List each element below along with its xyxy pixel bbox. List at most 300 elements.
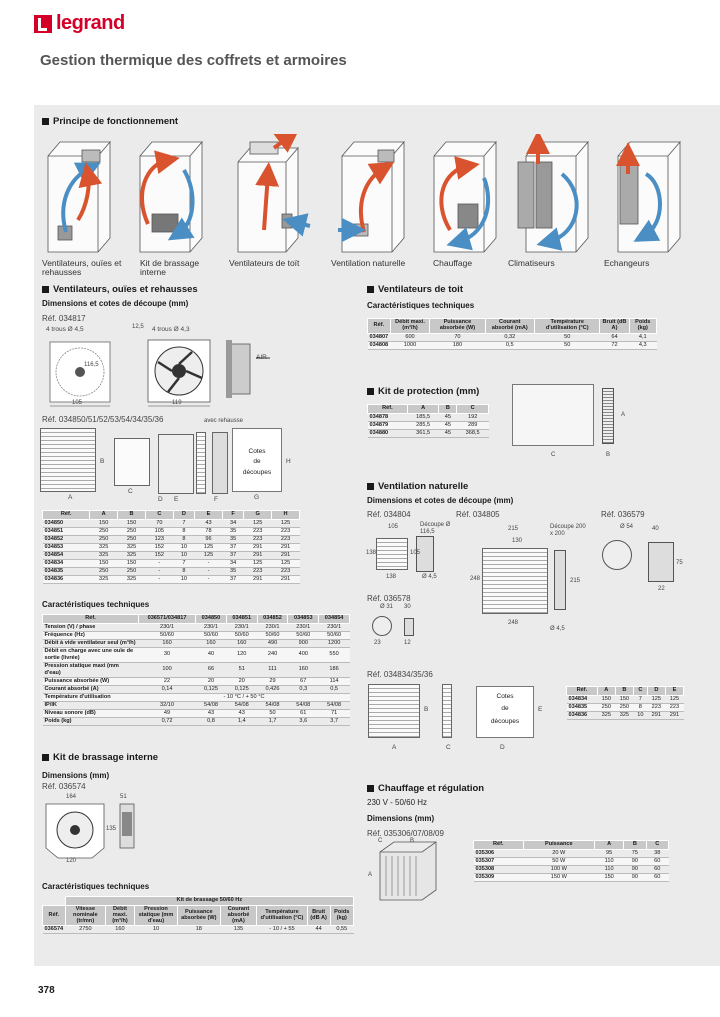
table-cell: - — [195, 559, 223, 567]
section-title: Principe de fonctionnement — [53, 116, 179, 127]
dim-C: C — [128, 488, 133, 495]
fan-drawing — [40, 322, 280, 410]
table-cell: 285,5 — [407, 421, 439, 429]
table-cell: 125 — [244, 519, 272, 527]
table-row — [43, 535, 300, 543]
cotes-label: Cotes — [248, 448, 266, 455]
table-cell: 51 — [226, 662, 257, 677]
table-row — [43, 677, 350, 685]
dim-B: B — [606, 452, 611, 458]
table-cell: IP/IK — [43, 701, 139, 709]
col-header: Réf. — [474, 841, 524, 850]
fig-protection — [506, 382, 636, 464]
table-cell: 50 — [535, 333, 600, 341]
table-cell: 10 — [173, 543, 194, 551]
dim-248b: 248 — [508, 620, 519, 626]
dim-A: A — [368, 872, 373, 878]
rehausse-label: avec rehausse — [204, 418, 244, 424]
bullet-icon — [42, 286, 49, 293]
section-protection — [367, 386, 479, 397]
table-cell: 123 — [145, 535, 173, 543]
dim-135: 135 — [106, 826, 117, 832]
table-cell: 223 — [272, 567, 300, 575]
table-cell: 37 — [222, 575, 243, 583]
table-cell: - — [145, 575, 173, 583]
table-cell: 50/60 — [226, 631, 257, 639]
cut-out-box-2 — [476, 686, 534, 738]
table-cell: 230/1 — [226, 623, 257, 631]
table-header-row — [567, 687, 684, 696]
table-cell: 4,1 — [629, 333, 656, 341]
ref-035306: Réf. 035306/07/08/09 — [367, 829, 444, 838]
ref-034817: Réf. 034817 — [42, 314, 86, 323]
table-cell: 0,426 — [257, 685, 288, 693]
table-cell: 325 — [90, 575, 118, 583]
bullet-icon — [367, 388, 374, 395]
table-cell: 230/1 — [139, 623, 196, 631]
table-cell: 325 — [615, 711, 633, 719]
table-cell: 291 — [665, 711, 683, 719]
table-cell: 35 — [222, 567, 243, 575]
section-title: Chauffage et régulation — [378, 783, 485, 794]
table-cell: 90 — [624, 865, 646, 873]
fan-side-drawing — [114, 438, 150, 486]
carac-table-body — [43, 623, 350, 725]
table-cell: 54/08 — [226, 701, 257, 709]
table-cell: 38 — [646, 849, 668, 857]
col-header: A — [597, 687, 615, 696]
col-header: Puissance absorbée (W) — [430, 319, 485, 334]
table-cell: 60 — [646, 873, 668, 881]
table-cell: - — [145, 567, 173, 575]
table-cell: 160 — [196, 639, 227, 647]
kit-subtitle: Dimensions (mm) — [42, 771, 110, 780]
table-row — [43, 551, 300, 559]
decoupes-label: découpes — [490, 717, 520, 725]
table-cell: 34 — [222, 559, 243, 567]
air-label: AIR — [256, 354, 267, 361]
table-row — [368, 341, 657, 349]
caption-kit-brassage: Kit de brassage interne — [140, 258, 200, 278]
table-cell: 95 — [595, 849, 624, 857]
table-cell: 250 — [90, 527, 118, 535]
ref-034804: Réf. 034804 — [367, 510, 411, 519]
table-row — [43, 543, 300, 551]
table-cell: 250 — [90, 567, 118, 575]
decoupe-200: Découpe 200 x 200 — [550, 524, 586, 537]
table-cell: 291 — [272, 551, 300, 559]
toit-table-body — [368, 333, 657, 349]
protection-side — [602, 388, 614, 444]
carac-title: Caractéristiques techniques — [42, 600, 150, 609]
table-cell: 034879 — [368, 421, 408, 429]
dim-215b: 215 — [570, 578, 581, 584]
table-cell: 35 — [222, 535, 243, 543]
table-cell: 34 — [222, 519, 243, 527]
dim-164: 164 — [66, 794, 77, 800]
table-cell: 291 — [244, 543, 272, 551]
col-header: Courant absorbé (mA) — [220, 905, 257, 926]
table-row — [474, 849, 669, 857]
table-cell: 186 — [319, 662, 350, 677]
col-header: E — [195, 511, 223, 520]
table-cell: 223 — [272, 527, 300, 535]
dim-75: 75 — [676, 560, 683, 566]
cap-036578-side — [404, 618, 414, 636]
cotes-label: Cotes — [496, 693, 514, 700]
table-row — [43, 623, 350, 631]
cell: 10 — [134, 926, 177, 934]
table-row — [43, 639, 350, 647]
protection-table-body — [368, 413, 489, 437]
table-cell: Débit à vide ventilateur seul (m³/h) — [43, 639, 139, 647]
table-cell: 22 — [139, 677, 196, 685]
col-header: Réf. — [43, 615, 139, 624]
table-row — [43, 575, 300, 583]
protection-front — [512, 384, 594, 446]
table-cell: 192 — [457, 413, 489, 421]
section-toit — [367, 284, 463, 295]
table-row — [43, 559, 300, 567]
table-cell: 70 — [430, 333, 485, 341]
dim-A: A — [621, 412, 626, 418]
col-header: E — [665, 687, 683, 696]
table-cell: 150 — [90, 559, 118, 567]
table-cell: 0,8 — [196, 717, 227, 725]
table-cell: 8 — [173, 527, 194, 535]
ref-034805: Réf. 034805 — [456, 510, 500, 519]
col-header: Pression statique (mm d'eau) — [134, 905, 177, 926]
dim-A: A — [68, 494, 73, 501]
table-cell: 325 — [118, 575, 146, 583]
col-header: Puissance absorbée (W) — [178, 905, 221, 926]
caption-ventilateurs: Ventilateurs, ouïes et rehausses — [42, 258, 122, 278]
table-cell: 034834 — [43, 559, 90, 567]
table-cell: 96 — [195, 535, 223, 543]
section-title: Ventilateurs de toit — [378, 284, 463, 295]
dim-B: B — [100, 458, 105, 465]
table-row — [43, 631, 350, 639]
col-header: Débit maxi. (m³/h) — [106, 905, 135, 926]
cabinet-1 — [48, 142, 110, 252]
table-cell: 90 — [624, 857, 646, 865]
table-row — [43, 717, 350, 725]
table-cell: 10 — [173, 551, 194, 559]
caption-echangeurs: Echangeurs — [604, 258, 650, 268]
table-cell: 250 — [90, 535, 118, 543]
dim-E: E — [538, 706, 543, 713]
table-cell: 361,5 — [407, 429, 439, 437]
col-header: 034850 — [196, 615, 227, 624]
principe-illustrations — [38, 134, 718, 260]
table-cell: 250 — [118, 567, 146, 575]
table-row — [43, 527, 300, 535]
table-cell: 034850 — [43, 519, 90, 527]
table-cell: 035309 — [474, 873, 524, 881]
col-header: B — [118, 511, 146, 520]
table-cell: 50/60 — [288, 631, 319, 639]
ref-036579: Réf. 036579 — [601, 510, 645, 519]
table-cell: 50/60 — [319, 631, 350, 639]
table-cell: 49 — [139, 709, 196, 717]
table-cell: 35 — [222, 527, 243, 535]
col-header: A — [407, 405, 439, 414]
table-cell: 0,125 — [226, 685, 257, 693]
table-row — [43, 693, 350, 701]
fig-kit-brassage — [40, 792, 150, 868]
cell: 135 — [220, 926, 257, 934]
grille-034805-side — [554, 550, 566, 610]
table-cell: 60 — [646, 865, 668, 873]
dim-D: D — [158, 496, 163, 503]
dim-C: C — [446, 744, 451, 751]
table-row — [474, 865, 669, 873]
table-cell: 230/1 — [196, 623, 227, 631]
table-cell: - — [145, 559, 173, 567]
table-cell: 45 — [439, 413, 457, 421]
section-naturelle — [367, 481, 468, 492]
col-header: Courant absorbé (mA) — [485, 319, 534, 334]
table-cell: 150 — [118, 519, 146, 527]
table-cell: 75 — [624, 849, 646, 857]
table-cell: 125 — [195, 543, 223, 551]
dim-51: 51 — [120, 794, 127, 800]
table-row — [43, 685, 350, 693]
section-kit-brassage — [42, 752, 158, 763]
table-cell: 20 — [226, 677, 257, 685]
dim-C: C — [378, 838, 383, 844]
dim-105b: 105 — [410, 550, 421, 556]
col-header: Bruit (dB A) — [600, 319, 629, 334]
table-cell: 20 — [196, 677, 227, 685]
table-cell: 034836 — [43, 575, 90, 583]
section-title: Ventilation naturelle — [378, 481, 469, 492]
table-cell: 160 — [226, 639, 257, 647]
table-row — [474, 873, 669, 881]
ventilateurs-subtitle: Dimensions et cotes de découpe (mm) — [42, 299, 189, 308]
bullet-icon — [367, 483, 374, 490]
toit-subtitle: Caractéristiques techniques — [367, 301, 475, 310]
dim-G: G — [254, 494, 260, 501]
table-cell: 550 — [319, 647, 350, 662]
table-cell: 034880 — [368, 429, 408, 437]
table-cell: 7 — [173, 519, 194, 527]
table-cell: 160 — [288, 662, 319, 677]
dim-248: 248 — [470, 576, 481, 582]
table-cell: 034836 — [567, 711, 598, 719]
table-cell: 291 — [244, 575, 272, 583]
table-cell: 150 — [118, 559, 146, 567]
cell: 44 — [307, 926, 330, 934]
table-cell: 105 — [145, 527, 173, 535]
table-cell: 7 — [173, 559, 194, 567]
dim-12: 12 — [404, 640, 411, 646]
table-cell: 152 — [145, 551, 173, 559]
col-header: H — [272, 511, 300, 520]
dim-40: 40 — [652, 526, 659, 532]
table-cell: 125 — [272, 519, 300, 527]
table-cell: 1200 — [319, 639, 350, 647]
dim-105: 105 — [388, 524, 399, 530]
table-cell: 120 — [226, 647, 257, 662]
table-cell: 125 — [647, 695, 665, 703]
table-cell: 900 — [288, 639, 319, 647]
table-cell: 50/60 — [139, 631, 196, 639]
table-cell: 3,6 — [288, 717, 319, 725]
table-cell: 152 — [145, 543, 173, 551]
table-cell: 125 — [272, 559, 300, 567]
brand-name: legrand — [56, 12, 125, 34]
table-cell: 10 — [633, 711, 647, 719]
table-cell: Niveau sonore (dB) — [43, 709, 139, 717]
table-header-row — [368, 319, 657, 334]
table-cell: 66 — [196, 662, 227, 677]
dim-138: 138 — [366, 550, 377, 556]
table-cell: 60 — [646, 857, 668, 865]
col-header: C — [633, 687, 647, 696]
table-cell: 0,5 — [319, 685, 350, 693]
table-cell: Fréquence (Hz) — [43, 631, 139, 639]
table-row — [368, 429, 489, 437]
fig-naturelle-2 — [366, 680, 556, 756]
table-cell: 034854 — [43, 551, 90, 559]
table-cell: 291 — [647, 711, 665, 719]
col-header: Vitesse nominale (tr/mn) — [65, 905, 105, 926]
table-cell: 43 — [226, 709, 257, 717]
table-cell: 250 — [615, 703, 633, 711]
table-group-row — [43, 897, 354, 906]
dim-22: 22 — [658, 586, 665, 592]
table-cell: 0,72 — [139, 717, 196, 725]
cap-036579-side — [648, 542, 674, 582]
bullet-icon — [42, 754, 49, 761]
naturelle-table-body — [567, 695, 684, 719]
table-cell: 325 — [118, 543, 146, 551]
col-header: Réf. — [43, 511, 90, 520]
grille-side-drawing — [196, 432, 206, 494]
table-row — [43, 519, 300, 527]
page-number: 378 — [38, 985, 55, 996]
col-header: Puissance — [523, 841, 594, 850]
table-row — [43, 662, 350, 677]
grille-drawing — [40, 428, 96, 492]
table-cell: 600 — [390, 333, 430, 341]
grille-034805 — [482, 548, 548, 614]
table-cell: 250 — [118, 535, 146, 543]
table-cell: Tension (V) / phase — [43, 623, 139, 631]
page-title: Gestion thermique des coffrets et armoires — [40, 52, 347, 69]
table-cell: 111 — [257, 662, 288, 677]
hole-45: Ø 4,5 — [422, 574, 437, 580]
table-cell: 8 — [633, 703, 647, 711]
table-cell: Poids (kg) — [43, 717, 139, 725]
table-cell: 100 W — [523, 865, 594, 873]
table-row — [43, 567, 300, 575]
table-cell: 035306 — [474, 849, 524, 857]
cell: - 10 / + 55 — [257, 926, 307, 934]
col-header: 036571/034817 — [139, 615, 196, 624]
heater-drawing — [366, 838, 450, 904]
col-header: Poids (kg) — [629, 319, 656, 334]
section-title: Kit de brassage interne — [53, 752, 159, 763]
dim-C: C — [551, 452, 556, 458]
cell: 0,55 — [330, 926, 353, 934]
table-cell: 150 — [90, 519, 118, 527]
table-cell: 4,3 — [629, 341, 656, 349]
table-cell: 50 — [535, 341, 600, 349]
naturelle-subtitle: Dimensions et cotes de découpe (mm) — [367, 496, 514, 505]
group-header: Kit de brassage 50/60 Hz — [65, 897, 353, 906]
chauffage-voltage: 230 V - 50/60 Hz — [367, 798, 428, 807]
toit-table — [367, 318, 657, 350]
fig-034817 — [40, 322, 280, 410]
col-header: A — [90, 511, 118, 520]
table-cell: 20 W — [523, 849, 594, 857]
table-cell: 034852 — [43, 535, 90, 543]
table-cell: 114 — [319, 677, 350, 685]
col-header: G — [244, 511, 272, 520]
dim-1165: 116,5 — [84, 362, 99, 368]
dim-E: E — [174, 496, 179, 503]
table-header-row — [368, 405, 489, 414]
dim-H: H — [286, 458, 291, 465]
col-header: Poids (kg) — [330, 905, 353, 926]
table-row — [368, 333, 657, 341]
table-cell: 223 — [244, 527, 272, 535]
dim-105: 105 — [72, 400, 83, 406]
table-cell: 240 — [257, 647, 288, 662]
col-header: 034854 — [319, 615, 350, 624]
table-row — [567, 711, 684, 719]
table-cell: 7 — [633, 695, 647, 703]
table-row — [368, 421, 489, 429]
col-header: B — [439, 405, 457, 414]
table-cell: 3,7 — [319, 717, 350, 725]
table-cell: 035308 — [474, 865, 524, 873]
ref-034834-series: Réf. 034834/35/36 — [367, 670, 433, 679]
table-cell: 223 — [665, 703, 683, 711]
table-cell: 0,32 — [485, 333, 534, 341]
de-label: de — [253, 458, 261, 466]
table-cell: 1,7 — [257, 717, 288, 725]
table-cell: 125 — [665, 695, 683, 703]
table-cell: 0,3 — [288, 685, 319, 693]
ventilateurs-dim-table — [42, 510, 300, 584]
protection-table — [367, 404, 489, 438]
table-cell: Débit en charge avec une ouïe de sortie (livrée) — [43, 647, 139, 662]
table-row — [43, 926, 354, 934]
col-header: C — [145, 511, 173, 520]
table-cell: - 10 °C / + 50 °C — [139, 693, 350, 701]
table-cell: 160 — [139, 639, 196, 647]
dim-B: B — [410, 838, 415, 844]
table-cell: 100 — [139, 662, 196, 677]
dim-B: B — [424, 706, 429, 713]
chauffage-table-body — [474, 849, 669, 881]
table-cell: 71 — [319, 709, 350, 717]
table-row — [368, 413, 489, 421]
table-cell: 034851 — [43, 527, 90, 535]
col-header: Débit maxi. (m³/h) — [390, 319, 430, 334]
table-header-row — [474, 841, 669, 850]
table-cell: 29 — [257, 677, 288, 685]
table-cell: 67 — [288, 677, 319, 685]
col-header: 034852 — [257, 615, 288, 624]
ventilateurs-carac-table — [42, 614, 350, 726]
table-cell: 54/08 — [288, 701, 319, 709]
col-header: Réf. — [368, 319, 391, 334]
table-cell: 78 — [195, 527, 223, 535]
